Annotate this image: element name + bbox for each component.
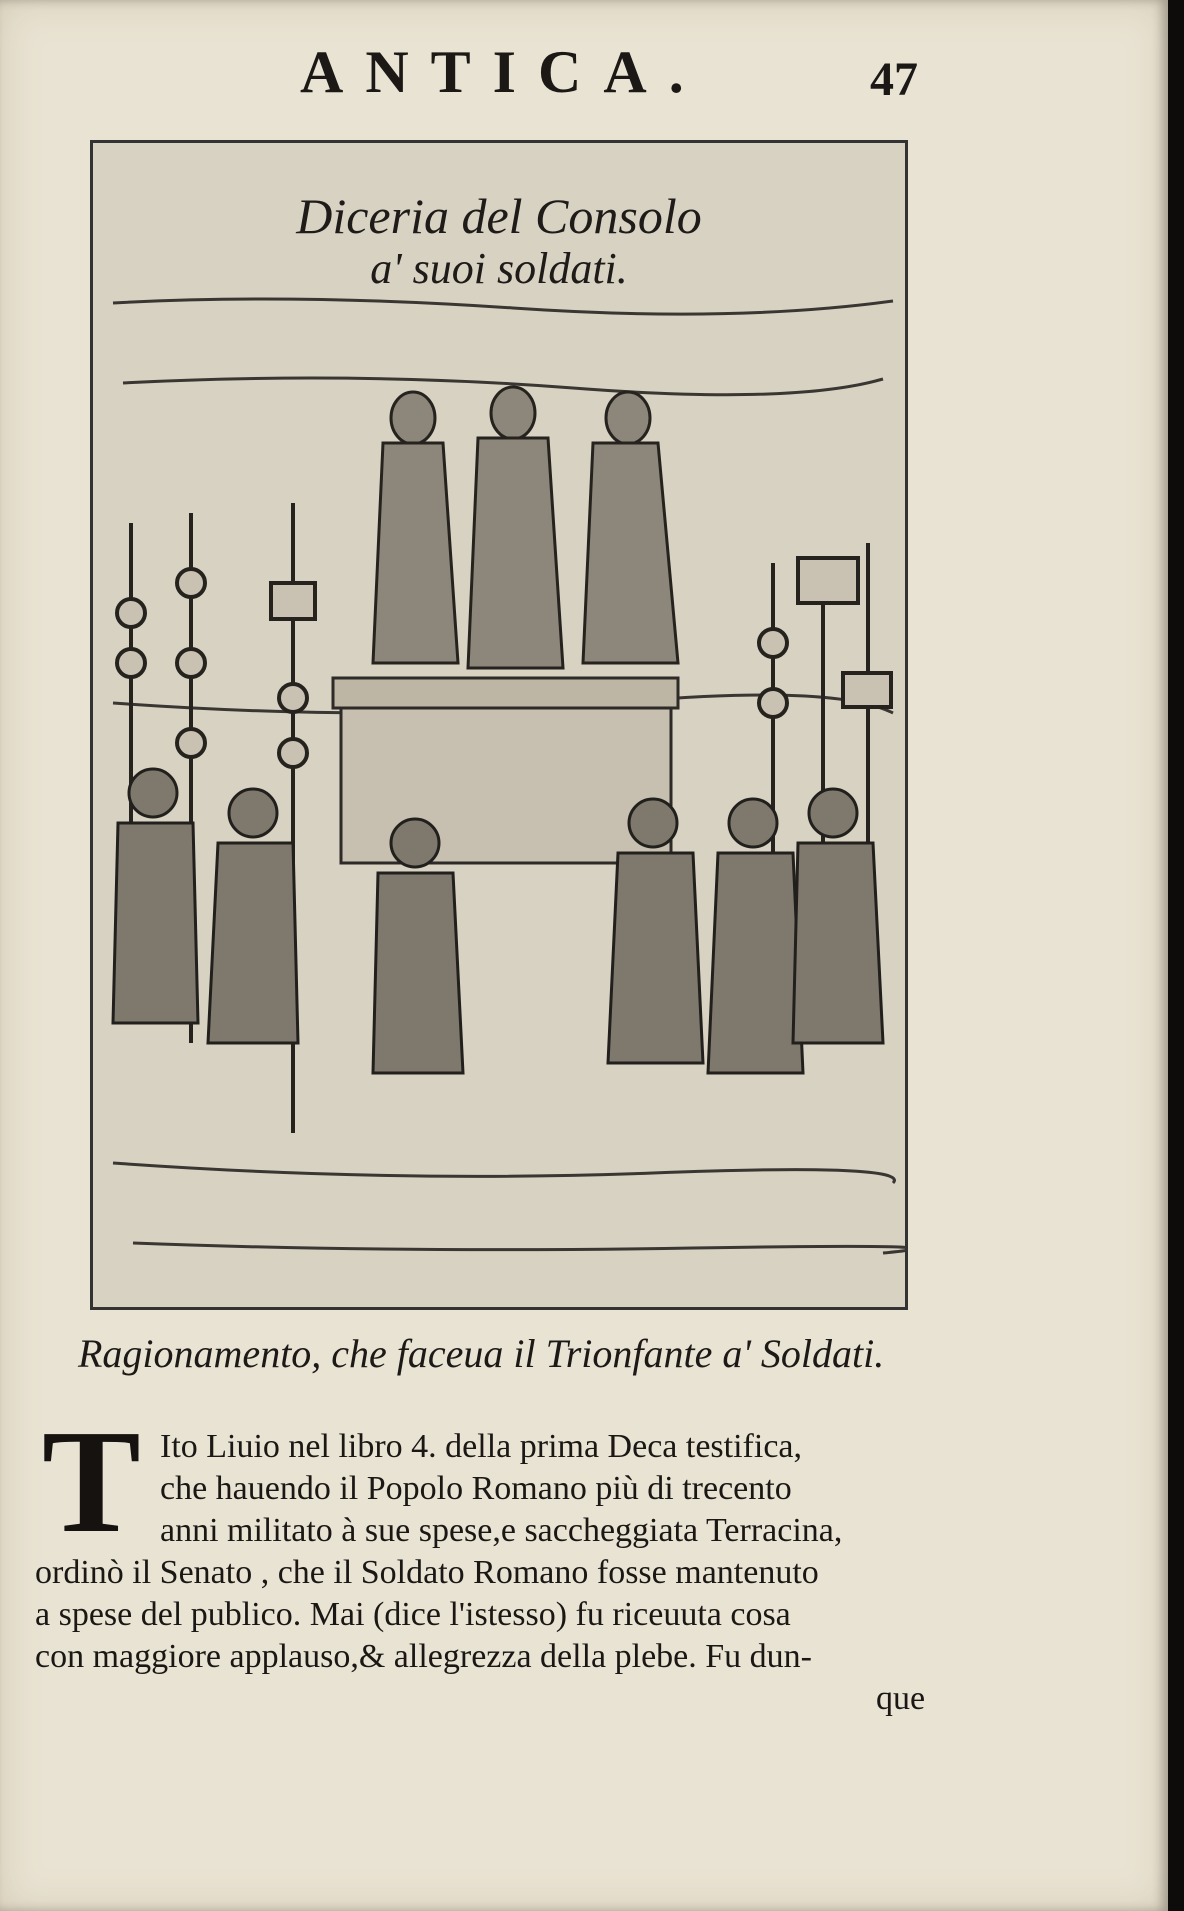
- plate-inscription-line1: Diceria del Consolo: [296, 188, 702, 244]
- engraving-plate: [90, 140, 908, 1310]
- drop-cap: T: [42, 1400, 141, 1564]
- running-head: ANTICA.: [300, 39, 706, 105]
- body-line-6: con maggiore applauso,& allegrezza della plebe. Fu dun-: [35, 1638, 812, 1675]
- body-line-2: che hauendo il Popolo Romano più di trecento: [160, 1470, 792, 1507]
- body-line-1: Ito Liuio nel libro 4. della prima Deca testifica,: [160, 1428, 802, 1465]
- body-line-4: ordinò il Senato , che il Soldato Romano fosse mantenuto: [35, 1554, 819, 1591]
- page-number: 47: [870, 53, 918, 106]
- engraving-illustration: [93, 143, 905, 1307]
- page-edge: [1168, 0, 1184, 1911]
- plate-caption: Ragionamento, che faceua il Trionfante a' Soldati.: [78, 1331, 885, 1376]
- body-line-3: anni militato à sue spese,e saccheggiata Terracina,: [160, 1512, 843, 1549]
- body-line-5: a spese del publico. Mai (dice l'istesso) fu riceuuta cosa: [35, 1596, 791, 1633]
- plate-inscription-line2: a' suoi soldati.: [370, 244, 628, 293]
- catchword: que: [876, 1680, 926, 1717]
